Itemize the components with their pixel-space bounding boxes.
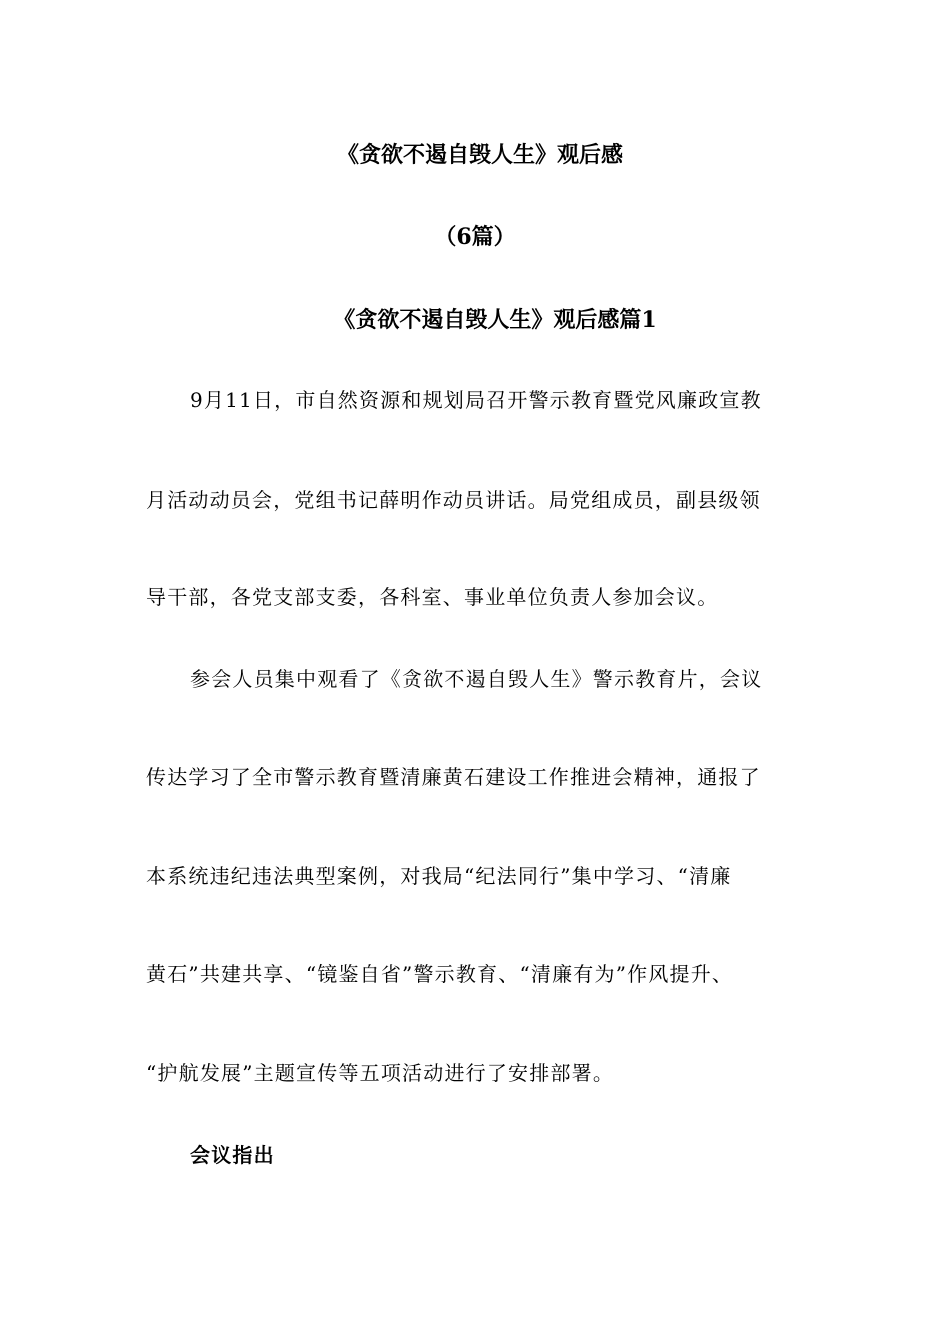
paragraph-line: “护航发展”主题宣传等五项活动进行了安排部署。 (146, 1061, 615, 1085)
paragraph-line: 9月11日，市自然资源和规划局召开警示教育暨党风廉政宣教 (190, 388, 762, 412)
paragraph-line: 本系统违纪违法典型案例，对我局“纪法同行”集中学习、“清廉 (146, 864, 732, 888)
paragraph-heading: 会议指出 (190, 1143, 275, 1167)
paragraph-line: 传达学习了全市警示教育暨清廉黄石建设工作推进会精神，通报了 (146, 765, 761, 789)
paragraph-line: 参会人员集中观看了《贪欲不遏自毁人生》警示教育片，会议 (190, 667, 763, 691)
section-heading: 《贪欲不遏自毁人生》观后感篇1 (333, 307, 657, 333)
document-subtitle: （6篇） (434, 224, 516, 250)
paragraph-line: 月活动动员会，党组书记薛明作动员讲话。局党组成员，副县级领 (146, 488, 761, 512)
paragraph-line: 导干部，各党支部支委，各科室、事业单位负责人参加会议。 (146, 585, 719, 609)
paragraph-line: 黄石”共建共享、“镜鉴自省”警示教育、“清廉有为”作风提升、 (146, 962, 734, 986)
document-title: 《贪欲不遏自毁人生》观后感 (336, 142, 623, 168)
